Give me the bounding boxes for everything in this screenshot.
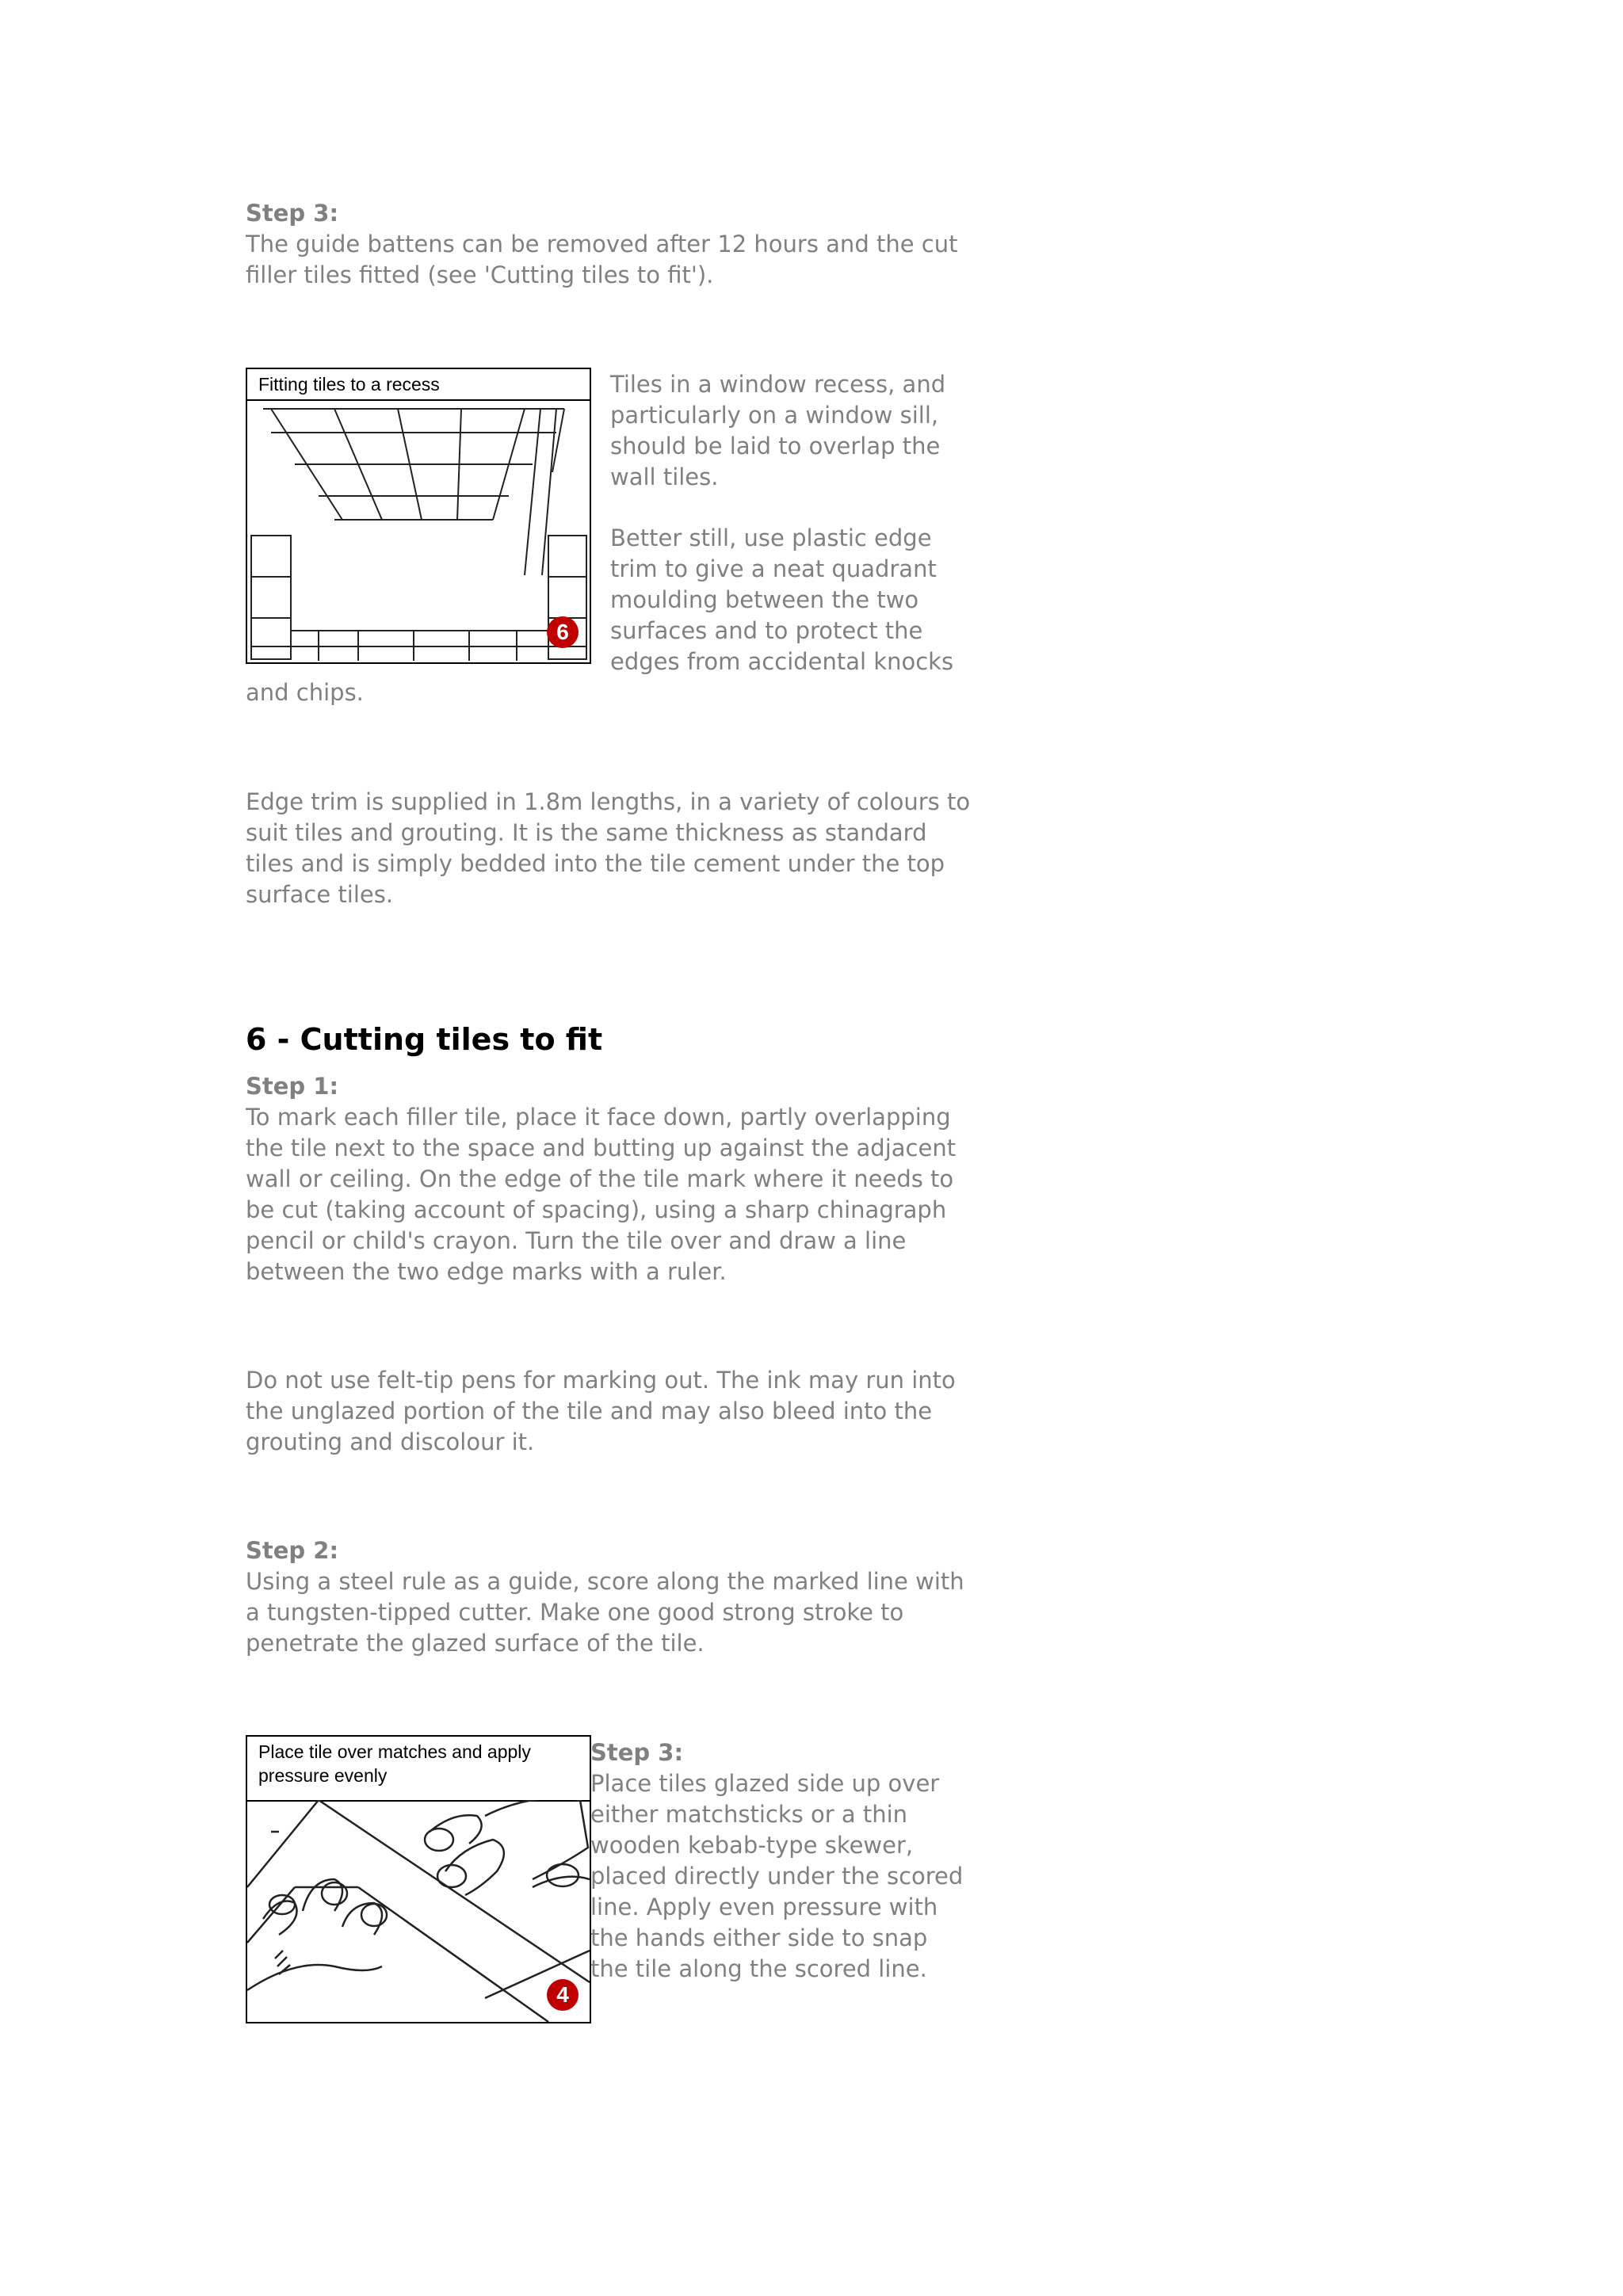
step-label: Step 3: <box>246 200 339 227</box>
edge-trim-paragraph: Edge trim is supplied in 1.8m lengths, in a variety of colours to suit tiles and grouting. It is the same thickness as standard tiles and is simply bedded into the tile cement under the top surface tiles. <box>246 788 971 908</box>
step2-text: Using a steel rule as a guide, score along the marked line with a tungsten-tipped cutter. Make one good strong stroke to penetrate the glazed surface of the tile. <box>246 1568 964 1657</box>
step2-label: Step 2: <box>246 1537 339 1564</box>
step3-label: Step 3: <box>590 1739 684 1766</box>
section-heading: 6 - Cutting tiles to fit <box>246 1022 603 1057</box>
recess-paragraph-2: Better still, use plastic edge trim to give a neat quadrant moulding between the two surfaces and to protect the edges from accidental knocks <box>610 524 954 675</box>
hands-snapping-tile-illustration <box>247 1800 590 2022</box>
step1-label: Step 1: <box>246 1073 339 1100</box>
recess-tiles-illustration <box>247 401 590 662</box>
step-text: The guide battens can be removed after 12 hours and the cut filler tiles fitted (see 'Cutting tiles to fit'). <box>246 231 958 288</box>
snap-tile-figure <box>246 1735 591 2023</box>
figure-number-badge: 6 <box>547 616 579 648</box>
figure-caption: Fitting tiles to a recess <box>247 369 590 401</box>
fitting-tiles-recess-figure <box>246 368 591 664</box>
step3-text: Place tiles glazed side up over either matchsticks or a thin wooden kebab-type skewer, placed directly under the scored line. Apply even pressure with the hands either side to snap the tile along the scored line. <box>590 1770 964 1982</box>
step1-block <box>246 1071 971 1287</box>
step3-block <box>590 1737 971 1985</box>
felt-tip-note: Do not use felt-tip pens for marking out. The ink may run into the unglazed portion of the tile and may also bleed into the grouting and discolour it. <box>246 1367 956 1455</box>
recess-paragraph-2-continued: and chips. <box>246 679 364 706</box>
recess-paragraph-1: Tiles in a window recess, and particularly on a window sill, should be laid to overlap the wall tiles. <box>610 371 946 490</box>
step3-intro-block <box>246 198 971 291</box>
step1-text: To mark each filler tile, place it face down, partly overlapping the tile next to the space and butting up against the adjacent wall or ceiling. On the edge of the tile mark where it needs to be cut (taking account of spacing), using a sharp chinagraph pencil or child's crayon. Turn the tile over and draw a line between the two edge marks with a ruler. <box>246 1104 957 1285</box>
step2-block <box>246 1535 971 1659</box>
figure-number-badge: 4 <box>547 1979 579 2011</box>
figure-caption: Place tile over matches and apply pressure evenly <box>247 1737 590 1802</box>
